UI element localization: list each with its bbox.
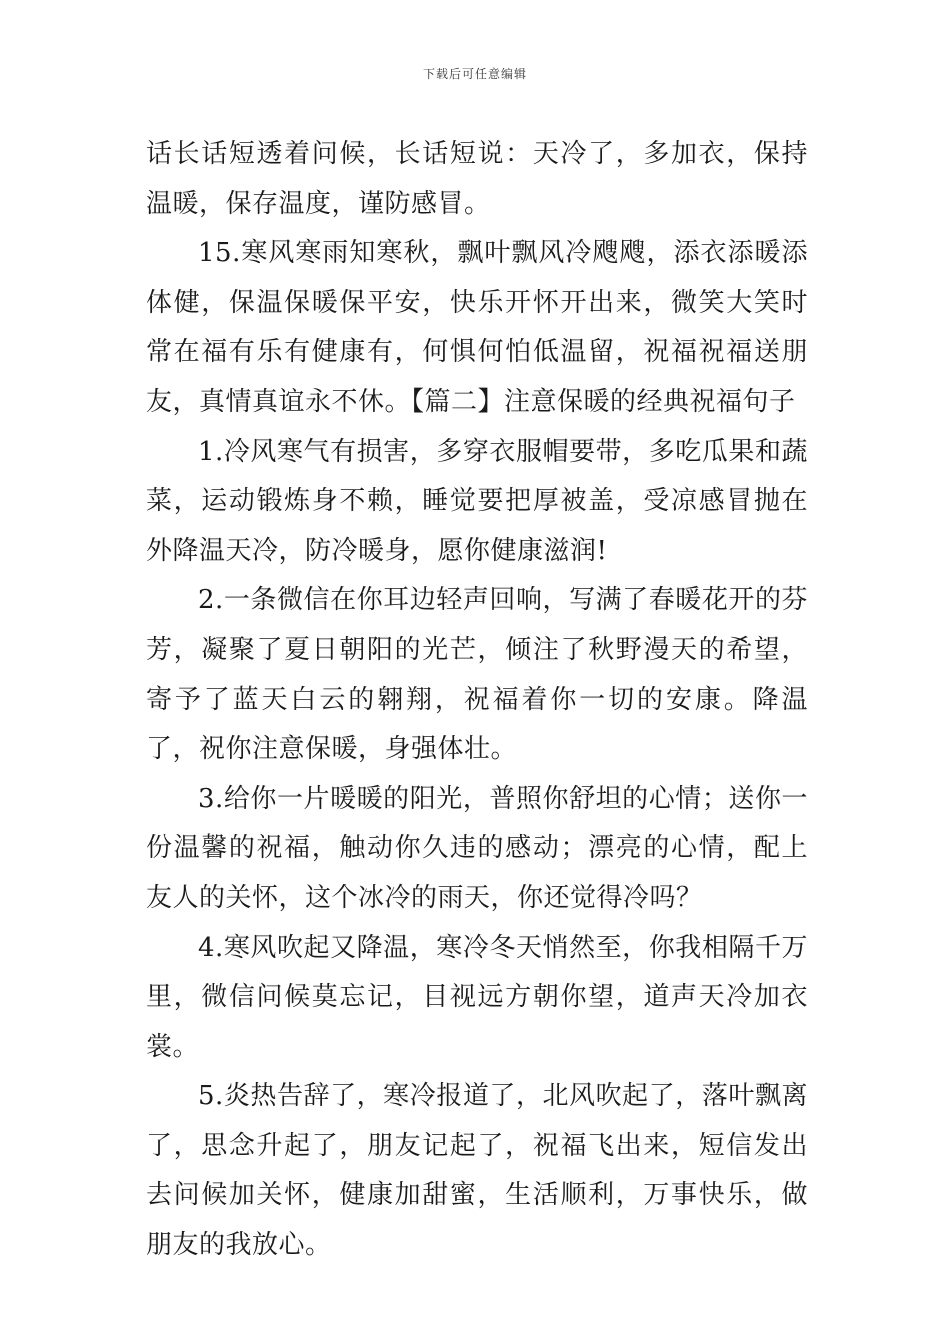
paragraph-continuation: 话长话短透着问候，长话短说：天冷了，多加衣，保持温暖，保存温度，谨防感冒。 <box>146 139 808 219</box>
paragraph-item-1: 1.冷风寒气有损害，多穿衣服帽要带，多吃瓜果和蔬菜，运动锻炼身不赖，睡觉要把厚被盖，受凉感冒抛在外降温天冷，防冷暖身，愿你健康滋润! <box>146 436 808 566</box>
paragraph-item-3: 3.给你一片暖暖的阳光，普照你舒坦的心情；送你一份温馨的祝福，触动你久违的感动；漂亮的心情，配上友人的关怀，这个冰冷的雨天，你还觉得冷吗？ <box>146 783 808 913</box>
paragraph-item-2: 2.一条微信在你耳边轻声回响，写满了春暖花开的芬芳，凝聚了夏日朝阳的光芒，倾注了秋野漫天的希望，寄予了蓝天白云的翱翔，祝福着你一切的安康。降温了，祝你注意保暖，身强体壮。 <box>146 585 808 765</box>
paragraph-item-15: 15.寒风寒雨知寒秋，飘叶飘风冷飕飕，添衣添暖添体健，保温保暖保平安，快乐开怀开出来，微笑大笑时常在福有乐有健康有，何惧何怕低温留，祝福祝福送朋友，真情真谊永不休。【篇二】注意保暖的经典祝福句子 <box>146 238 808 417</box>
paragraph-item-5: 5.炎热告辞了，寒冷报道了，北风吹起了，落叶飘离了，思念升起了，朋友记起了，祝福飞出来，短信发出去问候加关怀，健康加甜蜜，生活顺利，万事快乐，做朋友的我放心。 <box>146 1081 808 1261</box>
paragraph-item-4: 4.寒风吹起又降温，寒冷冬天悄然至，你我相隔千万里，微信问候莫忘记，目视远方朝你望，道声天冷加衣裳。 <box>146 932 808 1062</box>
document-body <box>146 130 808 1271</box>
page-header-note: 下载后可任意编辑 <box>422 67 527 81</box>
